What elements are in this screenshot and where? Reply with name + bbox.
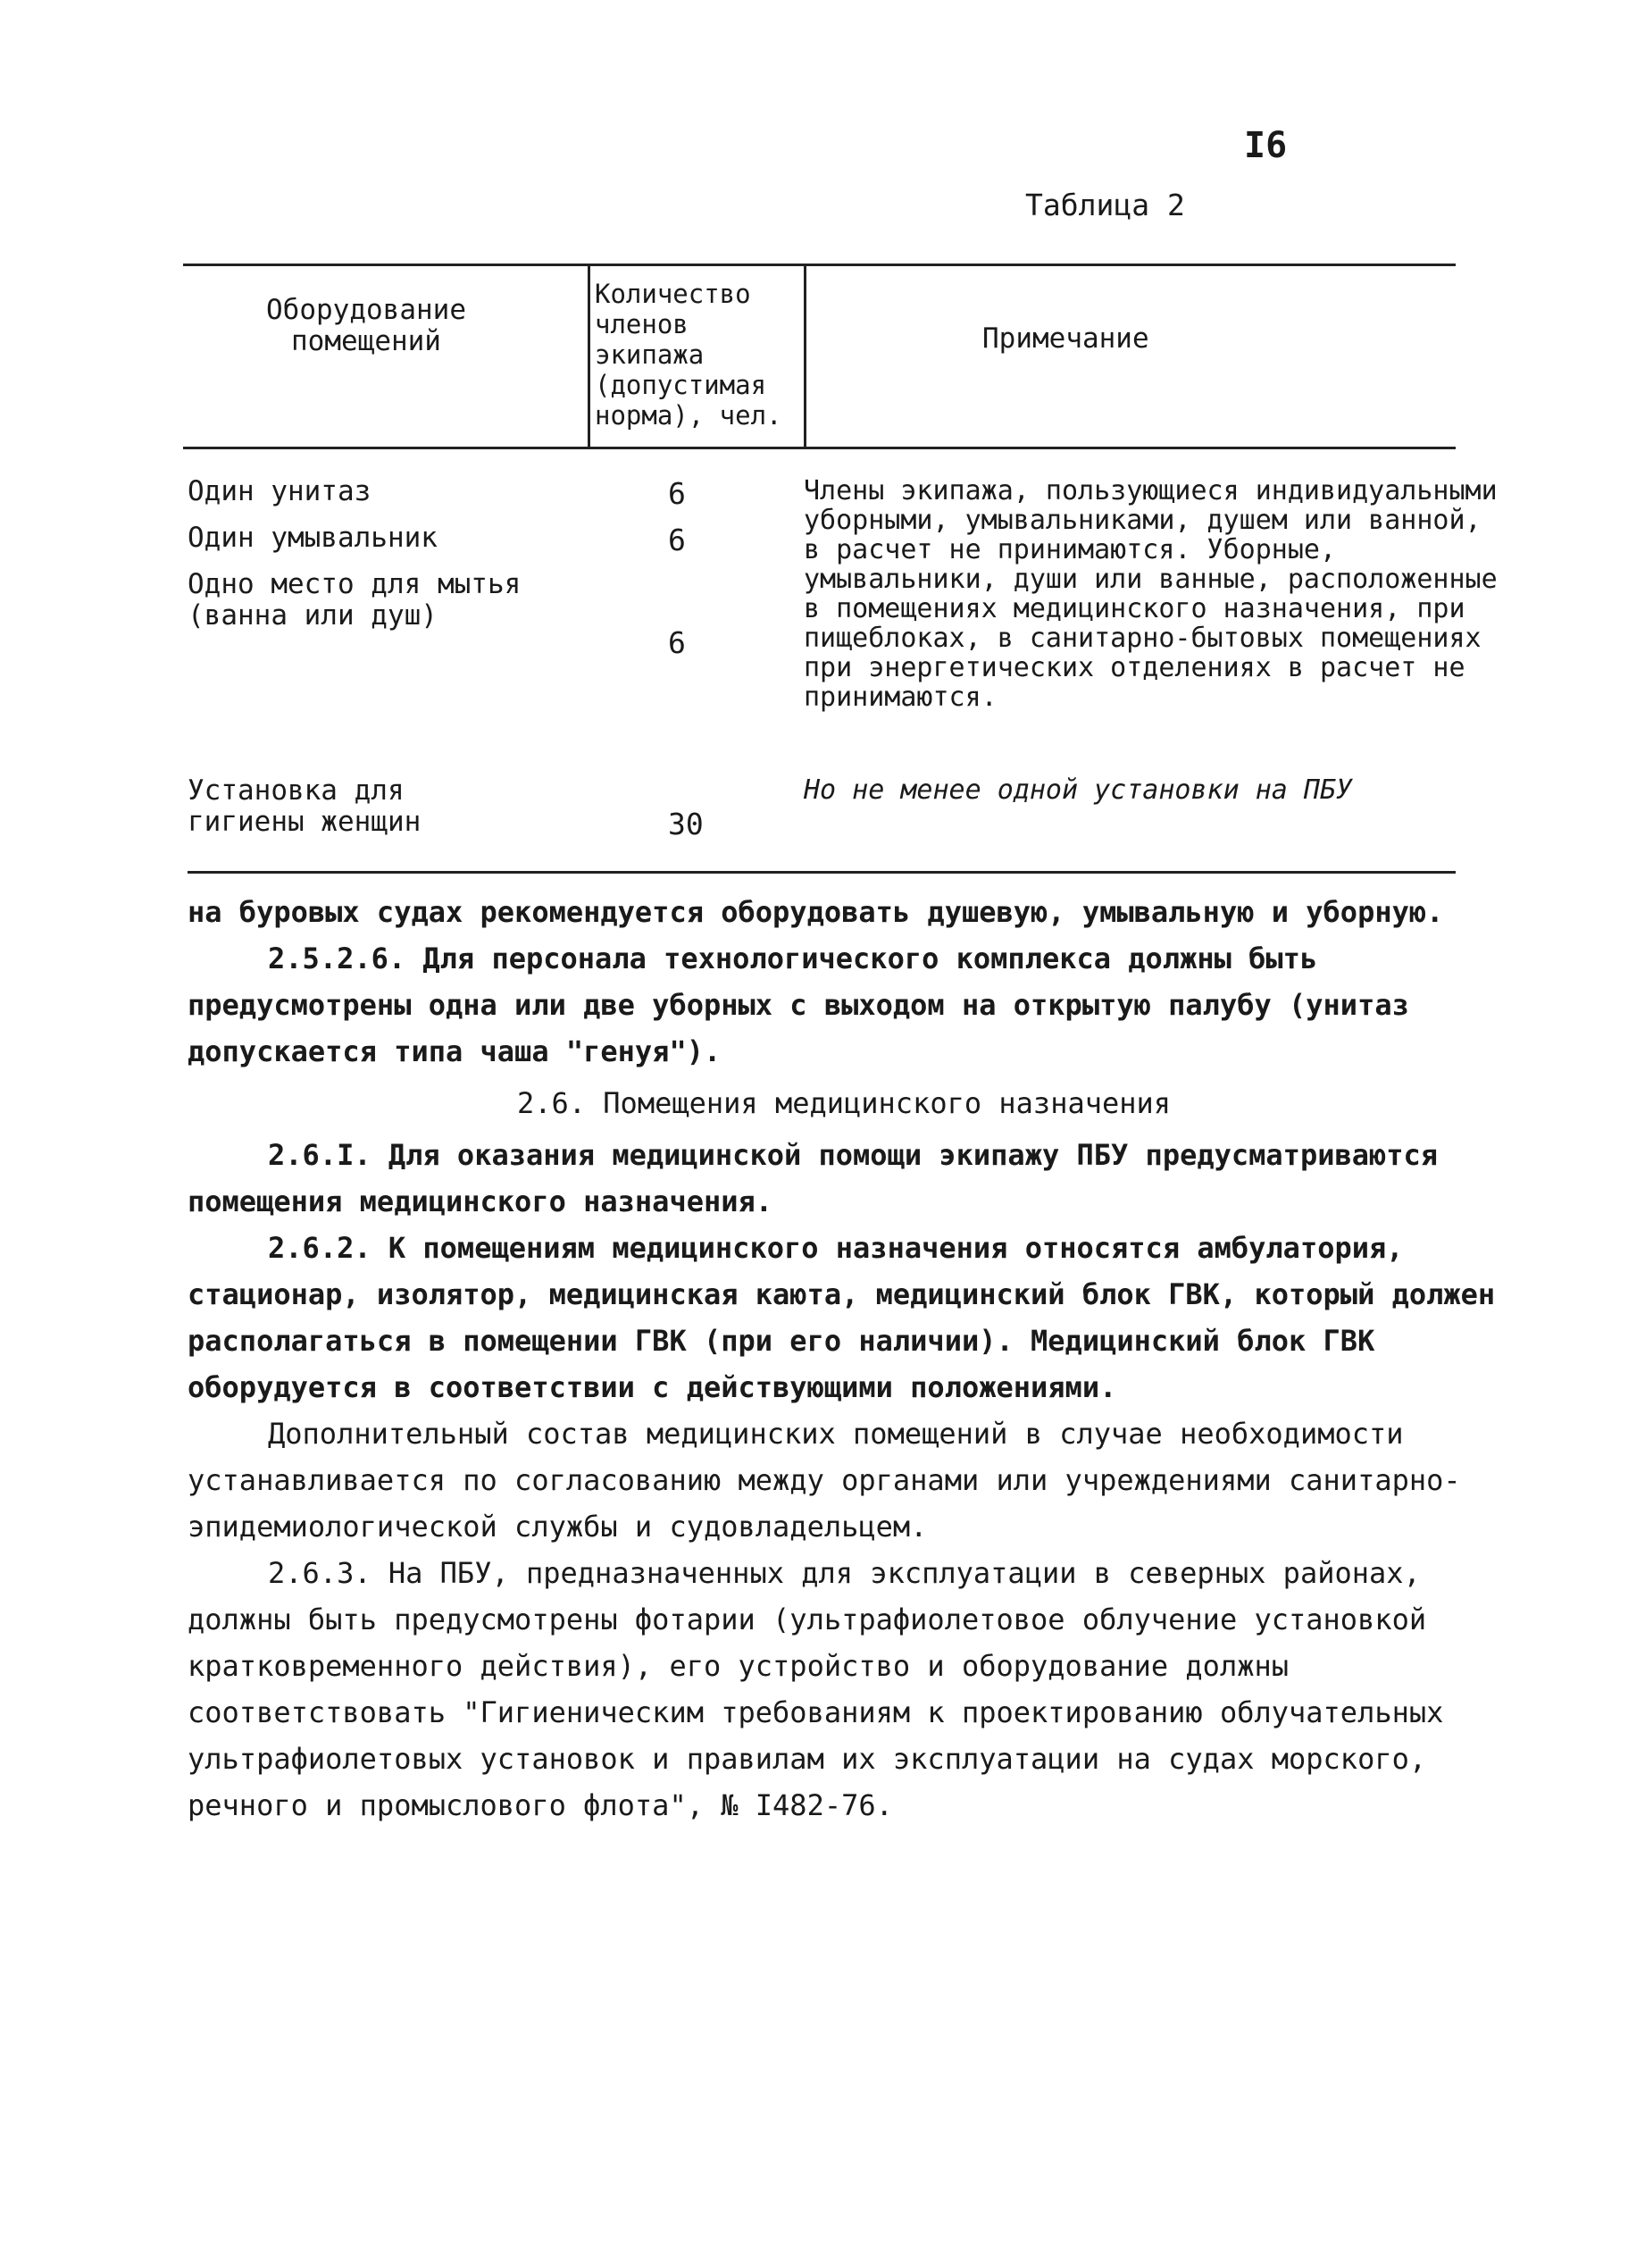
paragraph-2-6-3: 2.6.3. На ПБУ, предназначенных для эксплуатации в северных районах, должны быть предусмотрены фотарии (ультрафиолетовое облучение установкой кратковременного действия), его устройство и оборудование должны соответствовать "Гигиеническим требованиям к проектированию облучательных ультрафиолетовых установок и правилам их эксплуатации на судах морского, речного и промыслового флота", № I482-76. [188,1556,1444,1822]
row-count-washing-place: 6 [668,625,686,660]
note-private-facilities: Члены экипажа, пользующиеся индивидуальными уборными, умывальниками, душем или ванной, в расчет не принимаются. Уборные, умывальники, души или ванные, расположенные в помещениях медицинского назначения, при пищеблоках, в санитарно-бытовых помещениях при энергетических отделениях в расчет не принимаются. [804,475,1498,713]
row-equipment-toilet: Один унитаз [188,475,372,507]
paragraph-additional-rooms: Дополнительный состав медицинских помещений в случае необходимости устанавливается по согласованию между органами или учреждениями санитарно-эпидемиологической службы и судовладельцем. [188,1417,1461,1544]
body-text [188,889,1500,1829]
page-number: I6 [1244,125,1288,166]
paragraph-shower-recommendation: на буровых судах рекомендуется оборудовать душевую, умывальную и уборную. [188,895,1444,929]
row-equipment-hygiene-unit: Установка для гигиены женщин [188,774,422,838]
row-equipment-washbasin: Один умывальник [188,522,438,554]
row-equipment-washing-place: Одно место для мытья (ванна или душ) [188,568,522,632]
paragraph-2-5-2-6: 2.5.2.6. Для персонала технологического комплекса должны быть предусмотрены одна или две уборных с выходом на открытую палубу (унитаз допускается типа чаша "генуя"). [188,942,1409,1068]
header-equipment: Оборудование помещений [266,294,466,357]
row-count-washbasin: 6 [668,523,686,557]
header-count: Количество членов экипажа (допустимая норма), чел. [595,279,782,431]
paragraph-2-6-1: 2.6.I. Для оказания медицинской помощи экипажу ПБУ предусматриваются помещения медицинского назначения. [188,1138,1439,1218]
section-heading-2-6: 2.6. Помещения медицинского назначения [516,1086,1172,1120]
table-col-divider-2 [804,264,806,447]
table-bottom-rule [188,871,1456,874]
note-min-one-unit: Но не менее одной установки на ПБУ [804,774,1353,806]
table-top-rule [183,264,1456,266]
table-col-divider-1 [588,264,590,447]
table-header-rule [183,447,1456,449]
row-count-toilet: 6 [668,476,686,511]
table-caption: Таблица 2 [1025,188,1185,222]
paragraph-2-6-2: 2.6.2. К помещениям медицинского назначения относятся амбулатория, стационар, изолятор, медицинская каюта, медицинский блок ГВК, который должен располагаться в помещении ГВК (при его наличии). Медицинский блок ГВК оборудуется в соответствии с действующими положениями. [188,1231,1496,1404]
row-count-hygiene-unit: 30 [668,807,704,841]
header-note: Примечание [982,322,1149,355]
